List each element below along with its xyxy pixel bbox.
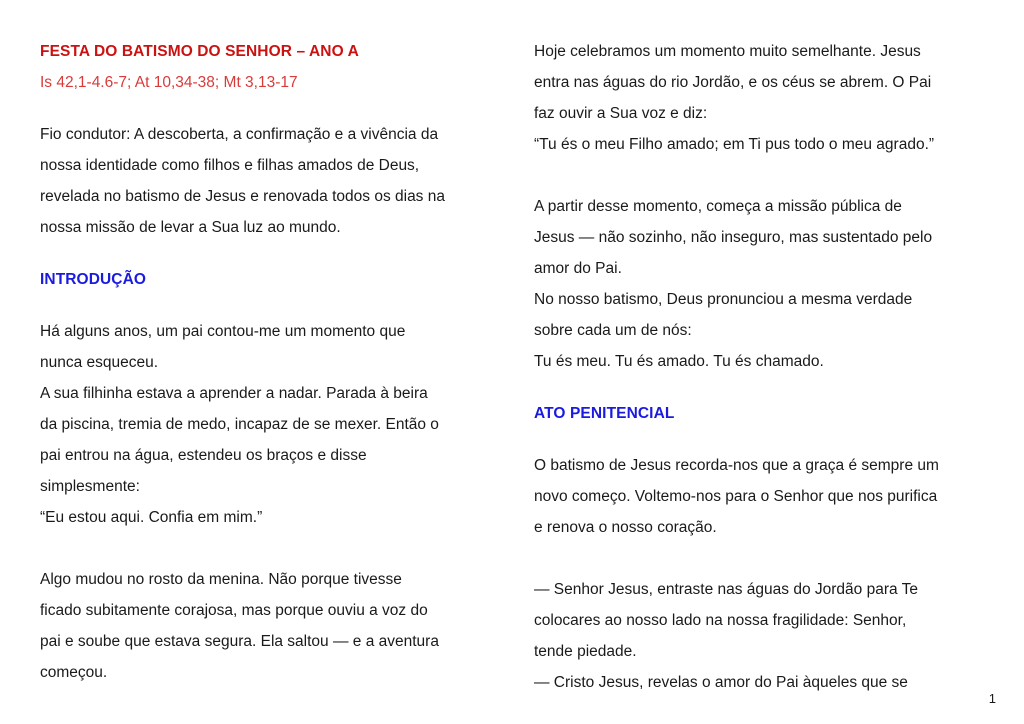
text-line: amor do Pai.	[534, 260, 622, 277]
text-line: A partir desse momento, começa a missão pública de	[534, 198, 902, 215]
spacer	[40, 533, 492, 564]
text-line: pai entrou na água, estendeu os braços e disse	[40, 447, 367, 464]
text-line: Hoje celebramos um momento muito semelhante. Jesus	[534, 43, 921, 60]
left-column	[0, 36, 512, 688]
readings-reference: Is 42,1-4.6-7; At 10,34-38; Mt 3,13-17	[40, 74, 298, 91]
text-line: começou.	[40, 664, 108, 681]
text-line: nunca esqueceu.	[40, 354, 159, 371]
text-line: novo começo. Voltemo-nos para o Senhor que nos purifica	[534, 488, 938, 505]
text-line: Algo mudou no rosto da menina. Não porque tivesse	[40, 571, 402, 588]
text-line: “Eu estou aqui. Confia em mim.”	[40, 509, 263, 526]
introducao-paragraph-1	[40, 316, 492, 533]
right-column	[512, 36, 1024, 698]
text-line: nossa missão de levar a Sua luz ao mundo.	[40, 219, 341, 236]
spacer	[40, 295, 492, 316]
page-number: 1	[988, 691, 996, 706]
text-line: Há alguns anos, um pai contou-me um momento que	[40, 323, 406, 340]
document-title: FESTA DO BATISMO DO SENHOR – ANO A	[40, 43, 359, 60]
spacer	[40, 98, 492, 119]
text-line: revelada no batismo de Jesus e renovada todos os dias na	[40, 188, 445, 205]
section-heading-ato-penitencial: ATO PENITENCIAL	[534, 405, 675, 422]
text-line: “Tu és o meu Filho amado; em Ti pus todo o meu agrado.”	[534, 136, 935, 153]
spacer	[534, 160, 996, 191]
two-column-layout	[0, 36, 1024, 698]
text-line: simplesmente:	[40, 478, 140, 495]
text-line: tende piedade.	[534, 643, 637, 660]
text-line: ficado subitamente corajosa, mas porque ouviu a voz do	[40, 602, 428, 619]
spacer	[534, 377, 996, 398]
text-line: e renova o nosso coração.	[534, 519, 717, 536]
text-line: sobre cada um de nós:	[534, 322, 692, 339]
text-line: A sua filhinha estava a aprender a nadar. Parada à beira	[40, 385, 428, 402]
introducao-paragraph-2	[40, 564, 492, 688]
penitential-invocations	[534, 574, 996, 698]
text-line: da piscina, tremia de medo, incapaz de se mexer. Então o	[40, 416, 439, 433]
right-paragraph-1	[534, 36, 996, 160]
text-line: entra nas águas do rio Jordão, e os céus se abrem. O Pai	[534, 74, 932, 91]
section-heading-introducao: INTRODUÇÃO	[40, 271, 147, 288]
text-line: faz ouvir a Sua voz e diz:	[534, 105, 708, 122]
text-line: Tu és meu. Tu és amado. Tu és chamado.	[534, 353, 824, 370]
text-line: nossa identidade como filhos e filhas amados de Deus,	[40, 157, 420, 174]
text-line: No nosso batismo, Deus pronunciou a mesma verdade	[534, 291, 913, 308]
text-line: colocares ao nosso lado na nossa fragilidade: Senhor,	[534, 612, 907, 629]
text-line: Fio condutor: A descoberta, a confirmação e a vivência da	[40, 126, 439, 143]
spacer	[534, 429, 996, 450]
fio-condutor-paragraph	[40, 119, 492, 243]
spacer	[534, 543, 996, 574]
text-line: pai e soube que estava segura. Ela saltou — e a aventura	[40, 633, 439, 650]
right-paragraph-3	[534, 450, 996, 543]
text-line: — Cristo Jesus, revelas o amor do Pai àqueles que se	[534, 674, 908, 691]
text-line: Jesus — não sozinho, não inseguro, mas sustentado pelo	[534, 229, 933, 246]
spacer	[40, 243, 492, 264]
text-line: O batismo de Jesus recorda-nos que a graça é sempre um	[534, 457, 939, 474]
right-paragraph-2	[534, 191, 996, 377]
text-line: — Senhor Jesus, entraste nas águas do Jordão para Te	[534, 581, 919, 598]
